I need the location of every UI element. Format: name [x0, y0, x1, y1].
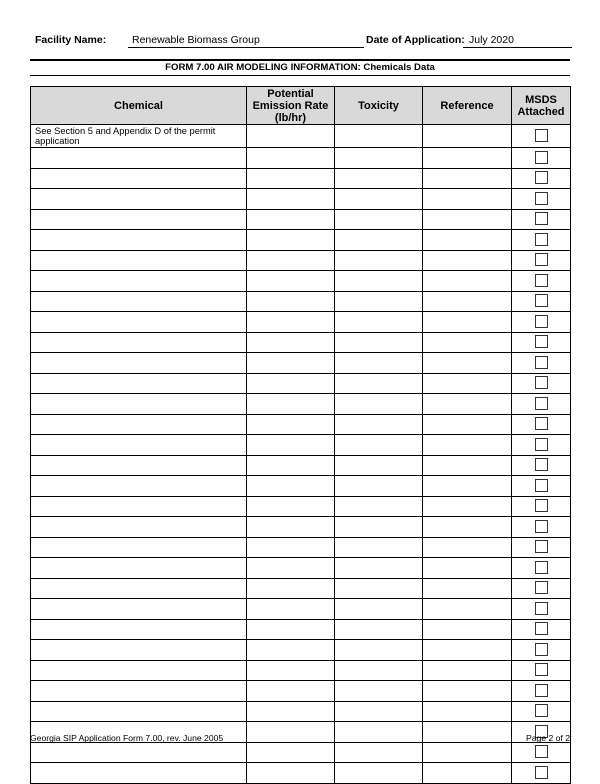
emission-rate-cell[interactable] — [247, 189, 335, 210]
toxicity-cell[interactable] — [335, 394, 423, 415]
reference-cell[interactable] — [423, 578, 512, 599]
table-row — [31, 578, 571, 599]
msds-attached-cell — [512, 312, 571, 333]
msds-attached-cell — [512, 763, 571, 784]
table-row — [31, 742, 571, 763]
msds-attached-cell — [512, 394, 571, 415]
toxicity-cell[interactable] — [335, 701, 423, 722]
reference-cell[interactable] — [423, 125, 512, 148]
reference-cell[interactable] — [423, 640, 512, 661]
emission-rate-cell[interactable] — [247, 168, 335, 189]
msds-attached-cell — [512, 455, 571, 476]
reference-cell[interactable] — [423, 496, 512, 517]
msds-attached-checkbox[interactable] — [535, 622, 548, 635]
table-row — [31, 619, 571, 640]
msds-attached-checkbox[interactable] — [535, 171, 548, 184]
table-row — [31, 517, 571, 538]
msds-attached-cell — [512, 168, 571, 189]
emission-rate-cell[interactable] — [247, 230, 335, 251]
emission-rate-cell[interactable] — [247, 619, 335, 640]
msds-attached-cell — [512, 496, 571, 517]
col-header-emission-line-2: Emission Rate — [252, 99, 329, 112]
emission-rate-cell[interactable] — [247, 722, 335, 743]
date-of-application-label: Date of Application: — [366, 34, 465, 46]
emission-rate-cell[interactable] — [247, 763, 335, 784]
reference-cell[interactable] — [423, 619, 512, 640]
msds-attached-cell — [512, 660, 571, 681]
msds-attached-cell — [512, 578, 571, 599]
msds-attached-checkbox[interactable] — [535, 745, 548, 758]
reference-cell[interactable] — [423, 537, 512, 558]
chemical-cell[interactable] — [31, 394, 247, 415]
msds-attached-cell — [512, 148, 571, 169]
msds-attached-cell — [512, 435, 571, 456]
table-row — [31, 599, 571, 620]
emission-rate-cell[interactable] — [247, 476, 335, 497]
table-row — [31, 455, 571, 476]
msds-attached-cell — [512, 517, 571, 538]
toxicity-cell[interactable] — [335, 496, 423, 517]
reference-cell[interactable] — [423, 435, 512, 456]
toxicity-cell[interactable] — [335, 353, 423, 374]
reference-cell[interactable] — [423, 681, 512, 702]
toxicity-cell[interactable] — [335, 537, 423, 558]
emission-rate-cell[interactable] — [247, 660, 335, 681]
toxicity-cell[interactable] — [335, 332, 423, 353]
msds-attached-cell — [512, 701, 571, 722]
table-row — [31, 496, 571, 517]
table-row — [31, 168, 571, 189]
toxicity-cell[interactable] — [335, 312, 423, 333]
col-header-msds-attached — [512, 87, 571, 125]
msds-attached-cell — [512, 209, 571, 230]
chemical-cell[interactable] — [31, 763, 247, 784]
reference-cell[interactable] — [423, 394, 512, 415]
col-header-reference: Reference — [423, 87, 512, 125]
chemical-cell[interactable] — [31, 189, 247, 210]
emission-rate-cell[interactable] — [247, 271, 335, 292]
msds-attached-checkbox[interactable] — [535, 479, 548, 492]
table-row — [31, 353, 571, 374]
emission-rate-cell[interactable] — [247, 414, 335, 435]
form-title: FORM 7.00 AIR MODELING INFORMATION: Chemicals Data — [30, 59, 570, 76]
col-header-toxicity: Toxicity — [335, 87, 423, 125]
table-row — [31, 291, 571, 312]
msds-attached-checkbox[interactable] — [535, 581, 548, 594]
chemical-cell[interactable] — [31, 148, 247, 169]
table-row — [31, 414, 571, 435]
chemical-cell[interactable] — [31, 312, 247, 333]
footer-form-revision: Georgia SIP Application Form 7.00, rev. June 2005 — [30, 733, 224, 743]
emission-rate-cell[interactable] — [247, 312, 335, 333]
table-body — [31, 125, 571, 784]
table-row — [31, 271, 571, 292]
chemical-cell[interactable] — [31, 414, 247, 435]
date-of-application-field[interactable]: July 2020 — [463, 34, 572, 48]
emission-rate-cell[interactable] — [247, 640, 335, 661]
msds-attached-checkbox[interactable] — [535, 274, 548, 287]
emission-rate-cell[interactable] — [247, 373, 335, 394]
reference-cell[interactable] — [423, 332, 512, 353]
msds-attached-cell — [512, 414, 571, 435]
toxicity-cell[interactable] — [335, 742, 423, 763]
chemical-cell[interactable] — [31, 209, 247, 230]
toxicity-cell[interactable] — [335, 476, 423, 497]
msds-attached-checkbox[interactable] — [535, 417, 548, 430]
table-row — [31, 332, 571, 353]
reference-cell[interactable] — [423, 168, 512, 189]
msds-attached-cell — [512, 640, 571, 661]
msds-attached-checkbox[interactable] — [535, 212, 548, 225]
chemical-cell[interactable] — [31, 168, 247, 189]
reference-cell[interactable] — [423, 701, 512, 722]
msds-attached-cell — [512, 332, 571, 353]
emission-rate-cell[interactable] — [247, 558, 335, 579]
table-row — [31, 230, 571, 251]
emission-rate-cell[interactable] — [247, 435, 335, 456]
msds-attached-cell — [512, 250, 571, 271]
toxicity-cell[interactable] — [335, 230, 423, 251]
emission-rate-cell[interactable] — [247, 455, 335, 476]
reference-cell[interactable] — [423, 660, 512, 681]
toxicity-cell[interactable] — [335, 271, 423, 292]
footer-page-number: Page 2 of 2 — [526, 733, 570, 743]
reference-cell[interactable] — [423, 763, 512, 784]
msds-attached-cell — [512, 125, 571, 148]
chemical-cell[interactable] — [31, 640, 247, 661]
toxicity-cell[interactable] — [335, 168, 423, 189]
toxicity-cell[interactable] — [335, 763, 423, 784]
chemical-cell[interactable] — [31, 476, 247, 497]
chemical-cell[interactable] — [31, 599, 247, 620]
emission-rate-cell[interactable] — [247, 681, 335, 702]
reference-cell[interactable] — [423, 230, 512, 251]
reference-cell[interactable] — [423, 312, 512, 333]
msds-attached-cell — [512, 230, 571, 251]
table-row — [31, 373, 571, 394]
table-row — [31, 681, 571, 702]
table-row — [31, 209, 571, 230]
msds-attached-cell — [512, 271, 571, 292]
emission-rate-cell[interactable] — [247, 250, 335, 271]
msds-attached-cell — [512, 742, 571, 763]
msds-attached-cell — [512, 189, 571, 210]
chemical-cell[interactable] — [31, 250, 247, 271]
toxicity-cell[interactable] — [335, 517, 423, 538]
msds-attached-checkbox[interactable] — [535, 397, 548, 410]
chemical-cell[interactable]: See Section 5 and Appendix D of the permit application — [31, 125, 247, 148]
msds-attached-cell — [512, 373, 571, 394]
reference-cell[interactable] — [423, 271, 512, 292]
col-header-emission-line-1: Potential — [267, 87, 314, 100]
msds-attached-checkbox[interactable] — [535, 704, 548, 717]
table-row — [31, 189, 571, 210]
msds-attached-checkbox[interactable] — [535, 294, 548, 307]
emission-rate-cell[interactable] — [247, 125, 335, 148]
toxicity-cell[interactable] — [335, 558, 423, 579]
table-header-row — [31, 87, 571, 125]
reference-cell[interactable] — [423, 742, 512, 763]
table-row — [31, 763, 571, 784]
msds-attached-checkbox[interactable] — [535, 520, 548, 533]
toxicity-cell[interactable] — [335, 125, 423, 148]
msds-attached-checkbox[interactable] — [535, 561, 548, 574]
reference-cell[interactable] — [423, 148, 512, 169]
col-header-chemical: Chemical — [31, 87, 247, 125]
toxicity-cell[interactable] — [335, 619, 423, 640]
reference-cell[interactable] — [423, 209, 512, 230]
toxicity-cell[interactable] — [335, 660, 423, 681]
table-row — [31, 312, 571, 333]
table-row — [31, 148, 571, 169]
toxicity-cell[interactable] — [335, 435, 423, 456]
msds-attached-checkbox[interactable] — [535, 663, 548, 676]
chemical-cell[interactable] — [31, 373, 247, 394]
emission-rate-cell[interactable] — [247, 209, 335, 230]
table-row — [31, 394, 571, 415]
chemical-cell[interactable] — [31, 496, 247, 517]
reference-cell[interactable] — [423, 599, 512, 620]
toxicity-cell[interactable] — [335, 722, 423, 743]
chemical-cell[interactable] — [31, 742, 247, 763]
reference-cell[interactable] — [423, 455, 512, 476]
msds-attached-cell — [512, 537, 571, 558]
col-header-emission-line-3: (lb/hr) — [274, 111, 307, 124]
col-header-msds-line-1: MSDS — [525, 93, 557, 106]
emission-rate-cell[interactable] — [247, 394, 335, 415]
reference-cell[interactable] — [423, 476, 512, 497]
reference-cell[interactable] — [423, 722, 512, 743]
msds-attached-cell — [512, 476, 571, 497]
chemical-cell[interactable] — [31, 660, 247, 681]
table-row — [31, 476, 571, 497]
table-row — [31, 558, 571, 579]
chemical-cell[interactable] — [31, 291, 247, 312]
msds-attached-cell — [512, 599, 571, 620]
msds-attached-cell — [512, 619, 571, 640]
msds-attached-checkbox[interactable] — [535, 458, 548, 471]
reference-cell[interactable] — [423, 250, 512, 271]
msds-attached-checkbox[interactable] — [535, 499, 548, 512]
chemical-cell[interactable] — [31, 681, 247, 702]
emission-rate-cell[interactable] — [247, 742, 335, 763]
toxicity-cell[interactable] — [335, 291, 423, 312]
msds-attached-checkbox[interactable] — [535, 356, 548, 369]
msds-attached-checkbox[interactable] — [535, 540, 548, 553]
emission-rate-cell[interactable] — [247, 332, 335, 353]
chemical-cell[interactable] — [31, 271, 247, 292]
msds-attached-checkbox[interactable] — [535, 233, 548, 246]
emission-rate-cell[interactable] — [247, 291, 335, 312]
msds-attached-checkbox[interactable] — [535, 335, 548, 348]
toxicity-cell[interactable] — [335, 681, 423, 702]
msds-attached-checkbox[interactable] — [535, 602, 548, 615]
facility-name-field[interactable]: Renewable Biomass Group — [128, 34, 364, 48]
toxicity-cell[interactable] — [335, 250, 423, 271]
toxicity-cell[interactable] — [335, 414, 423, 435]
msds-attached-checkbox[interactable] — [535, 129, 548, 142]
col-header-msds-line-2: Attached — [517, 105, 565, 118]
chemicals-table — [30, 86, 571, 784]
emission-rate-cell[interactable] — [247, 537, 335, 558]
reference-cell[interactable] — [423, 189, 512, 210]
msds-attached-checkbox[interactable] — [535, 253, 548, 266]
chemical-cell[interactable] — [31, 455, 247, 476]
chemical-cell[interactable] — [31, 230, 247, 251]
msds-attached-checkbox[interactable] — [535, 438, 548, 451]
chemical-cell[interactable] — [31, 353, 247, 374]
toxicity-cell[interactable] — [335, 373, 423, 394]
msds-attached-cell — [512, 681, 571, 702]
reference-cell[interactable] — [423, 517, 512, 538]
msds-attached-cell — [512, 558, 571, 579]
emission-rate-cell[interactable] — [247, 496, 335, 517]
reference-cell[interactable] — [423, 353, 512, 374]
chemical-cell[interactable] — [31, 558, 247, 579]
facility-name-label: Facility Name: — [35, 34, 107, 46]
chemical-cell[interactable] — [31, 701, 247, 722]
msds-attached-checkbox[interactable] — [535, 376, 548, 389]
chemical-cell[interactable] — [31, 537, 247, 558]
col-header-emission-rate — [247, 87, 335, 125]
chemical-cell[interactable] — [31, 435, 247, 456]
reference-cell[interactable] — [423, 558, 512, 579]
table-row — [31, 640, 571, 661]
emission-rate-cell[interactable] — [247, 517, 335, 538]
reference-cell[interactable] — [423, 291, 512, 312]
reference-cell[interactable] — [423, 373, 512, 394]
chemical-cell[interactable] — [31, 332, 247, 353]
chemical-cell[interactable] — [31, 578, 247, 599]
table-row — [31, 435, 571, 456]
table-row — [31, 250, 571, 271]
chemical-cell[interactable] — [31, 517, 247, 538]
toxicity-cell[interactable] — [335, 209, 423, 230]
msds-attached-checkbox[interactable] — [535, 192, 548, 205]
toxicity-cell[interactable] — [335, 148, 423, 169]
msds-attached-checkbox[interactable] — [535, 684, 548, 697]
table-row — [31, 701, 571, 722]
msds-attached-checkbox[interactable] — [535, 315, 548, 328]
table-row — [31, 125, 571, 148]
emission-rate-cell[interactable] — [247, 701, 335, 722]
msds-attached-cell — [512, 353, 571, 374]
toxicity-cell[interactable] — [335, 455, 423, 476]
toxicity-cell[interactable] — [335, 189, 423, 210]
msds-attached-checkbox[interactable] — [535, 643, 548, 656]
toxicity-cell[interactable] — [335, 640, 423, 661]
toxicity-cell[interactable] — [335, 599, 423, 620]
msds-attached-cell — [512, 291, 571, 312]
table-row — [31, 660, 571, 681]
toxicity-cell[interactable] — [335, 578, 423, 599]
table-row — [31, 537, 571, 558]
emission-rate-cell[interactable] — [247, 148, 335, 169]
emission-rate-cell[interactable] — [247, 578, 335, 599]
emission-rate-cell[interactable] — [247, 353, 335, 374]
msds-attached-checkbox[interactable] — [535, 151, 548, 164]
chemical-cell[interactable] — [31, 619, 247, 640]
emission-rate-cell[interactable] — [247, 599, 335, 620]
reference-cell[interactable] — [423, 414, 512, 435]
